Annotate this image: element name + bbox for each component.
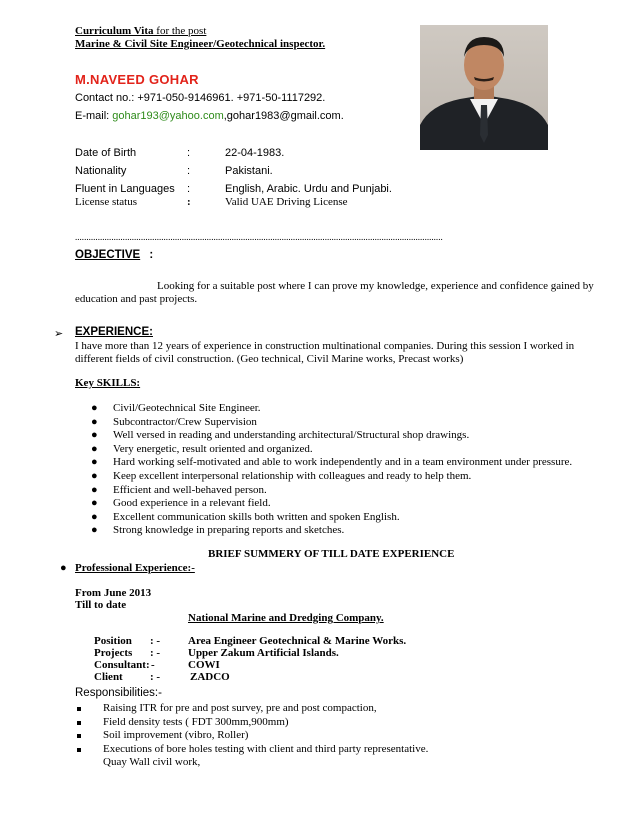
email-line [75, 110, 344, 122]
square-bullet-icon [77, 748, 81, 752]
responsibilities-list [103, 702, 428, 770]
job-separator: : - [150, 635, 161, 647]
bullet-icon: ● [91, 442, 98, 455]
cv-title-bold: Curriculum Vita [75, 25, 154, 37]
skills-list [91, 402, 573, 538]
detail-label: Nationality [75, 165, 127, 177]
bullet-icon: ● [91, 456, 98, 469]
square-bullet-icon [77, 721, 81, 725]
objective-line-1: Looking for a suitable post where I can prove my knowledge, experience and confidence gained by [157, 280, 594, 292]
detail-separator: : [187, 147, 191, 159]
experience-heading: EXPERIENCE: [75, 326, 153, 338]
list-item [103, 743, 428, 757]
responsibility-continuation: Quay Wall civil work, [103, 756, 201, 769]
objective-heading-text: OBJECTIVE [75, 249, 141, 261]
list-item [91, 429, 572, 443]
job-value: Area Engineer Geotechnical & Marine Works. [188, 635, 407, 647]
dotted-divider: .................................................................................................................................................................. [75, 232, 443, 242]
skill-text: Well versed in reading and understanding architectural/Structural shop drawings. [113, 429, 470, 442]
arrow-bullet-icon: ➢ [54, 328, 64, 340]
detail-separator: : [187, 165, 191, 177]
list-item [91, 469, 572, 484]
detail-value: Pakistani. [225, 165, 273, 177]
detail-separator: : [187, 183, 191, 195]
skill-text: Civil/Geotechnical Site Engineer. [113, 402, 261, 414]
skill-text: Hard working self-motivated and able to work independently and in a team environment under pressure. [113, 456, 573, 469]
skill-text: Good experience in a relevant field. [113, 497, 271, 510]
job-value: ZADCO [190, 671, 230, 683]
responsibility-text: Soil improvement (vibro, Roller) [103, 729, 249, 742]
list-item [103, 756, 428, 770]
skill-text: Very energetic, result oriented and organized. [113, 442, 313, 455]
responsibility-text: Raising ITR for pre and post survey, pre and post compaction, [103, 702, 377, 714]
candidate-name: M.NAVEED GOHAR [75, 72, 199, 87]
objective-heading [75, 249, 153, 261]
detail-label: Date of Birth [75, 147, 137, 159]
list-item [91, 415, 572, 430]
job-label: Client [94, 671, 123, 683]
period-till: Till to date [75, 599, 127, 611]
summary-heading: BRIEF SUMMERY OF TILL DATE EXPERIENCE [208, 548, 455, 560]
cv-title [75, 25, 206, 37]
cv-title-rest: for the post [153, 25, 207, 37]
job-separator: : - [150, 671, 161, 683]
job-value: COWI [188, 659, 220, 671]
period-from: From June 2013 [75, 587, 152, 599]
company-name: National Marine and Dredging Company. [188, 612, 384, 624]
skills-heading: Key SKILLS: [75, 377, 141, 389]
list-item [91, 402, 572, 416]
objective-colon: : [149, 249, 154, 261]
list-item [103, 729, 428, 743]
bullet-icon: ● [91, 483, 98, 496]
skill-text: Keep excellent interpersonal relationship with colleagues and ready to help them. [113, 469, 472, 482]
skill-text: Strong knowledge in preparing reports and sketches. [113, 524, 345, 537]
bullet-icon: ● [91, 415, 98, 428]
detail-value: 22-04-1983. [225, 147, 285, 159]
bullet-icon: ● [91, 524, 98, 537]
job-label: Position [94, 635, 132, 647]
responsibility-text: Executions of bore holes testing with client and third party representative. [103, 742, 429, 755]
detail-separator: : [187, 196, 191, 208]
job-value: Upper Zakum Artificial Islands. [188, 647, 339, 659]
email-rest: ,gohar1983@gmail.com. [223, 110, 344, 122]
skill-text: Efficient and well-behaved person. [113, 483, 267, 496]
square-bullet-icon [77, 707, 81, 711]
responsibilities-heading: Responsibilities:- [75, 687, 162, 699]
professional-heading: Professional Experience:- [75, 562, 195, 574]
professional-bullet-icon: ● [60, 562, 67, 574]
skill-text: Subcontractor/Crew Supervision [113, 415, 257, 428]
detail-value: English, Arabic. Urdu and Punjabi. [225, 183, 392, 195]
bullet-icon: ● [91, 510, 98, 523]
job-label: Projects [94, 647, 133, 659]
skill-text: Excellent communication skills both written and spoken English. [113, 510, 400, 523]
list-item [103, 716, 428, 730]
email-link[interactable]: gohar193@yahoo.com [112, 110, 224, 122]
bullet-icon: ● [91, 402, 98, 414]
square-bullet-icon [77, 734, 81, 738]
detail-label: Fluent in Languages [75, 183, 175, 195]
portrait-icon [420, 25, 548, 150]
profile-photo [420, 25, 548, 150]
bullet-icon: ● [91, 429, 98, 442]
bullet-icon: ● [91, 497, 98, 510]
experience-line-2: different fields of civil construction. (Geo technical, Civil Marine works, Precast works) [75, 353, 464, 365]
experience-line-1: I have more than 12 years of experience in construction multinational companies. During this session I worked in [75, 340, 575, 352]
email-label: E-mail: [75, 110, 113, 122]
list-item [91, 483, 572, 498]
list-item [91, 456, 573, 470]
job-separator: - [151, 659, 155, 671]
list-item [91, 497, 572, 511]
list-item [91, 524, 572, 538]
list-item [103, 702, 428, 716]
detail-label: License status [75, 196, 138, 208]
job-separator: : - [150, 647, 161, 659]
detail-value: Valid UAE Driving License [225, 196, 348, 208]
bullet-icon: ● [91, 469, 98, 482]
objective-line-2: education and past projects. [75, 293, 198, 305]
contact-numbers: Contact no.: +971-050-9146961. +971-50-1117292. [75, 92, 326, 104]
list-item [91, 442, 572, 457]
job-label: Consultant: [94, 659, 150, 671]
post-title: Marine & Civil Site Engineer/Geotechnical inspector. [75, 38, 326, 50]
list-item [91, 510, 572, 525]
responsibility-text: Field density tests ( FDT 300mm,900mm) [103, 715, 289, 728]
